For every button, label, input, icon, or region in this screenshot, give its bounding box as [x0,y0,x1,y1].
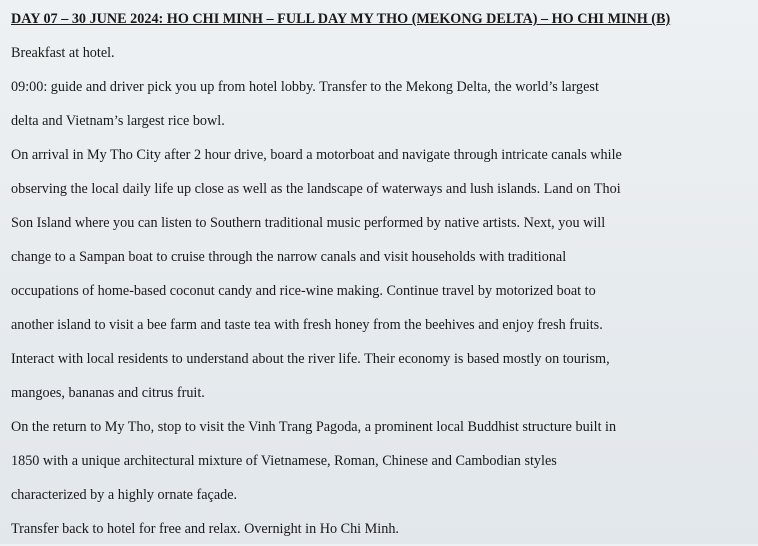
text-line: change to a Sampan boat to cruise through the narrow canals and visit households with traditional [11,249,567,265]
text-line: another island to visit a bee farm and taste tea with fresh honey from the beehives and enjoy fresh fruits. [11,317,603,333]
text-line: Son Island where you can listen to Southern traditional music performed by native artists. Next, you will [11,215,606,231]
text-line: observing the local daily life up close as well as the landscape of waterways and lush islands. Land on Thoi [11,181,621,197]
text-line: occupations of home-based coconut candy and rice-wine making. Continue travel by motorized boat to [11,283,596,299]
day-heading: DAY 07 – 30 JUNE 2024: HO CHI MINH – FULL DAY MY THO (MEKONG DELTA) – HO CHI MINH (B) [11,11,671,27]
text-line: mangoes, bananas and citrus fruit. [11,385,205,401]
text-line: 1850 with a unique architectural mixture of Vietnamese, Roman, Chinese and Cambodian styles [11,453,557,469]
text-line: On arrival in My Tho City after 2 hour drive, board a motorboat and navigate through intricate canals while [11,147,622,163]
text-line: On the return to My Tho, stop to visit the Vinh Trang Pagoda, a prominent local Buddhist structure built in [11,419,617,435]
text-line: Interact with local residents to understand about the river life. Their economy is based mostly on tourism, [11,351,610,367]
text-line: Breakfast at hotel. [11,45,115,61]
text-line: delta and Vietnam’s largest rice bowl. [11,113,225,129]
text-line: 09:00: guide and driver pick you up from hotel lobby. Transfer to the Mekong Delta, the world’s largest [11,79,599,95]
text-line: Transfer back to hotel for free and relax. Overnight in Ho Chi Minh. [11,521,399,537]
text-line: characterized by a highly ornate façade. [11,487,238,503]
